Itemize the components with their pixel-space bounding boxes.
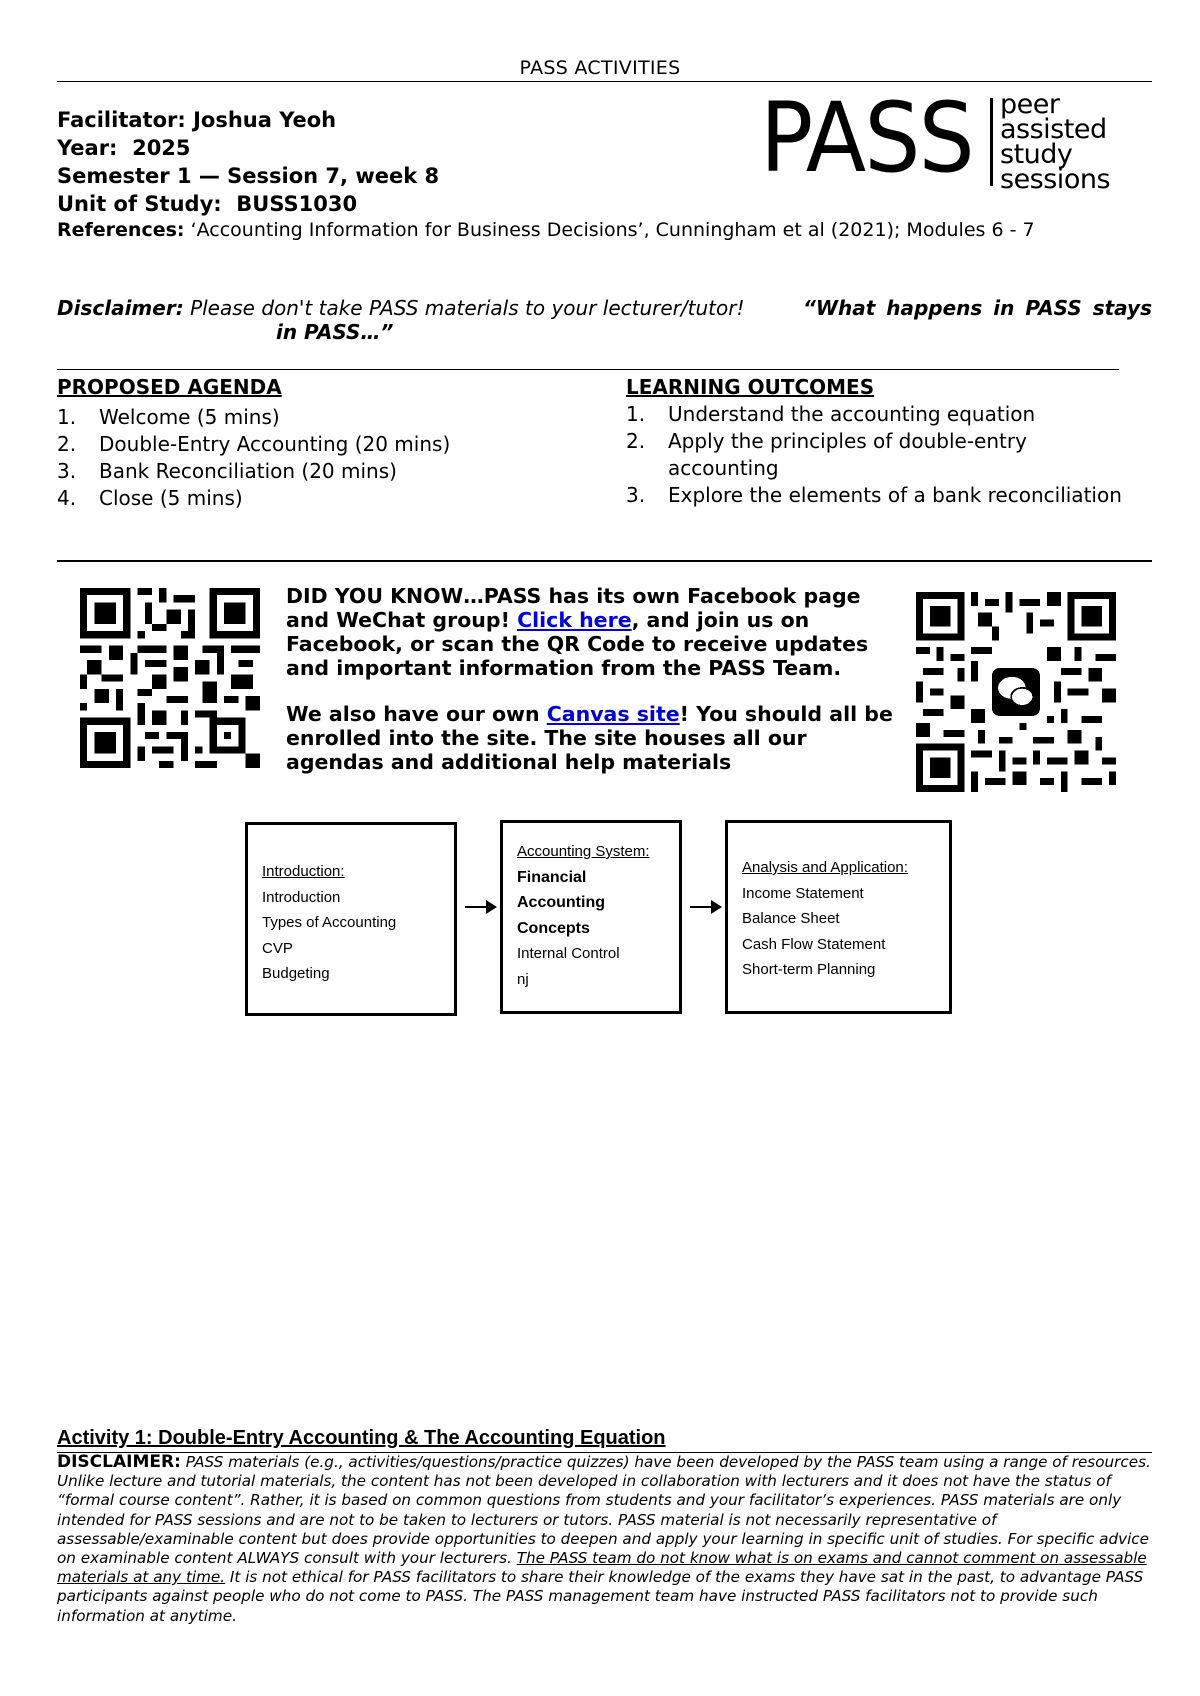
section-divider xyxy=(57,560,1152,562)
outcomes-list xyxy=(626,401,1146,509)
references-line xyxy=(57,219,1035,241)
references-label: References: xyxy=(57,219,185,241)
flow-item: CVP xyxy=(262,939,293,957)
flow-item: Short-term Planning xyxy=(742,961,876,978)
disclaimer-quote-continued: in PASS…” xyxy=(276,320,394,344)
flow-box-introduction xyxy=(245,822,457,1016)
disclaimer-divider xyxy=(57,369,1119,370)
header-divider xyxy=(57,81,1152,82)
disclaimer-label: Disclaimer: xyxy=(57,296,184,320)
flow-box-accounting-system xyxy=(500,820,682,1014)
outcome-item: 2. Apply the principles of double-entry accounting xyxy=(626,429,1027,480)
canvas-paragraph: We also have our own Canvas site! You should all be enrolled into the site. The site houses all our agendas and additional help materials xyxy=(286,702,893,774)
flow-item-bold: Accounting xyxy=(517,894,605,911)
outcomes-heading: LEARNING OUTCOMES xyxy=(626,375,875,399)
logo-line-assisted: assisted xyxy=(1000,114,1107,145)
did-you-know-paragraph: DID YOU KNOW…PASS has its own Facebook page and WeChat group! Click here, and join us on Facebook, or scan the QR Code to receive updates and important information from the PASS Team. xyxy=(286,584,869,680)
agenda-item: 1. Welcome (5 mins) xyxy=(57,405,280,429)
page-title: PASS ACTIVITIES xyxy=(519,57,681,79)
references-text: ‘Accounting Information for Business Decisions’, Cunningham et al (2021); Modules 6 - 7 xyxy=(190,219,1035,241)
flow-item: Types of Accounting xyxy=(262,914,397,931)
flow-item: Introduction xyxy=(262,888,341,906)
outcome-item: 3. Explore the elements of a bank reconciliation xyxy=(626,483,1122,507)
facilitator-label: Facilitator: xyxy=(57,108,186,132)
logo-line-peer: peer xyxy=(1000,89,1060,120)
disclaimer-quote: “What happens in PASS stays xyxy=(803,296,1152,320)
facilitator-line xyxy=(57,106,336,134)
flow-item: nj xyxy=(517,970,529,988)
flow-arrow-2-icon xyxy=(690,906,720,908)
semester-line: Semester 1 — Session 7, week 8 xyxy=(57,164,440,188)
activity-disclaimer-label: DISCLAIMER: xyxy=(57,1452,181,1472)
flow-arrow-1-icon xyxy=(465,906,495,908)
flow-item-bold: Concepts xyxy=(517,919,590,937)
logo-wordmark: PASS xyxy=(760,82,973,194)
flow-item-bold: Financial xyxy=(517,868,587,886)
canvas-site-link[interactable]: Canvas site xyxy=(546,702,680,726)
flow-box-analysis-application xyxy=(725,820,952,1014)
flow-item: Income Statement xyxy=(742,884,864,902)
flow-item: Cash Flow Statement xyxy=(742,935,886,953)
flow-box-heading: Introduction: xyxy=(262,863,345,880)
agenda-item: 4. Close (5 mins) xyxy=(57,486,243,510)
logo-tagline xyxy=(1000,89,1111,195)
agenda-heading-text: PROPOSED AGENDA xyxy=(57,375,282,399)
facebook-qr-code-icon[interactable] xyxy=(80,588,260,768)
wechat-qr-code-icon[interactable] xyxy=(916,592,1116,792)
unit-label: Unit of Study: xyxy=(57,192,222,216)
agenda-list xyxy=(57,404,450,512)
facebook-link[interactable]: Click here xyxy=(517,608,632,632)
activity-title: Activity 1: Double-Entry Accounting & The Accounting Equation xyxy=(57,1427,666,1449)
logo-divider xyxy=(990,98,993,186)
flow-item: Balance Sheet xyxy=(742,910,840,927)
activity-disclaimer-text-end: It is not ethical for PASS facilitators to share their knowledge of the exams they have sat in the past, to advantage PASS participants against people who do not come to PASS. The PASS management team have instructed PASS facilitators not to provide such information at anytime. xyxy=(57,1568,1144,1625)
flow-box-heading: Analysis and Application: xyxy=(742,859,908,876)
logo-line-study: study xyxy=(1000,139,1073,170)
pass-logo xyxy=(760,82,1135,195)
agenda-item: 3. Bank Reconciliation (20 mins) xyxy=(57,459,397,483)
year-label: Year: xyxy=(57,136,118,160)
facilitator-name: Joshua Yeoh xyxy=(193,108,337,132)
agenda-heading xyxy=(57,375,346,399)
activity-disclaimer xyxy=(57,1453,1155,1626)
disclaimer-row xyxy=(57,296,1152,320)
year-line xyxy=(57,134,191,162)
unit-line xyxy=(57,190,357,218)
activity-disclaimer-text: PASS materials (e.g., activities/questions/practice quizzes) have been developed by the PASS team using a range of resources. Unlike lecture and tutorial materials, the content has not been developed in collaboration with lecturers and it does not have the status of “formal course content”. Rather, it is based on common questions from students and your facilitator’s experiences. PASS materials are only intended for PASS sessions and are not to be taken to lecturers or tutors. PASS material is not necessarily representative of assessable/examinable content but does provide opportunities to deepen and apply your learning in specific unit of studies. For specific advice on examinable content ALWAYS consult with your lecturers. xyxy=(57,1453,1151,1568)
flow-item: Budgeting xyxy=(262,965,330,982)
activity-disclaimer-underlined: The PASS team do not know what is on exams and cannot comment on assessable materials at any time. xyxy=(57,1549,1147,1587)
unit-value: BUSS1030 xyxy=(236,192,358,216)
flow-box-heading: Accounting System: xyxy=(517,843,650,860)
disclaimer-text: Please don't take PASS materials to your lecturer/tutor! xyxy=(190,296,745,320)
flow-item: Internal Control xyxy=(517,945,620,962)
agenda-item: 2. Double-Entry Accounting (20 mins) xyxy=(57,432,451,456)
outcome-item: 1. Understand the accounting equation xyxy=(626,402,1036,426)
year-value: 2025 xyxy=(132,136,191,160)
logo-line-sessions: sessions xyxy=(1000,164,1111,195)
